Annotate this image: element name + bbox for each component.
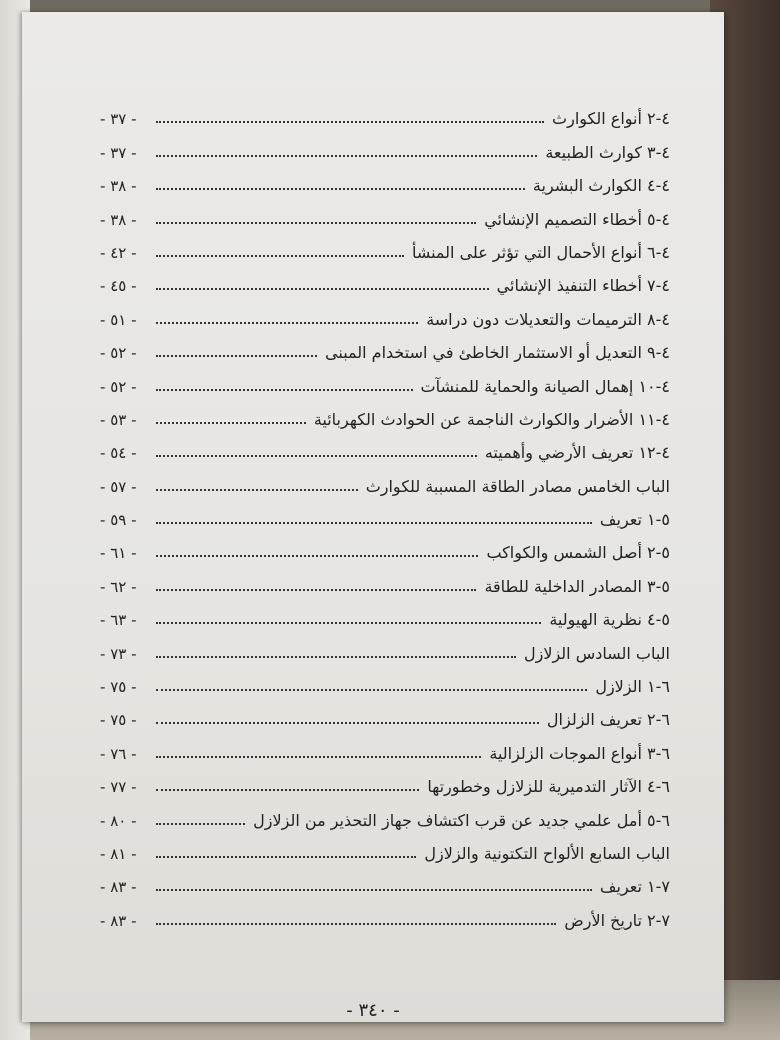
toc-entry bbox=[100, 429, 670, 462]
toc-entry-page: - ٣٨ - bbox=[100, 210, 137, 229]
toc-entry-title: ٤-٩ التعديل أو الاستثمار الخاطئ في استخدام المبنى bbox=[325, 343, 670, 363]
toc-leader-dots bbox=[156, 588, 476, 591]
toc-entry-title: ٦-٢ تعريف الزلزال bbox=[546, 710, 670, 730]
toc-entry-title: ٥-٤ نظرية الهيولية bbox=[549, 610, 670, 630]
toc-entry-title: ٧-١ تعريف bbox=[599, 877, 670, 897]
toc-entry-page: - ٨٣ - bbox=[100, 878, 137, 897]
toc-entry-page: - ٧٧ - bbox=[100, 778, 137, 797]
toc-entry-page: - ٣٨ - bbox=[100, 177, 137, 196]
toc-entry bbox=[100, 195, 670, 228]
toc-entry bbox=[100, 496, 670, 529]
toc-leader-dots bbox=[156, 688, 587, 691]
toc-entry bbox=[100, 830, 670, 863]
toc-entry-page: - ٤٢ - bbox=[100, 243, 137, 262]
toc-leader-dots bbox=[156, 321, 418, 324]
toc-entry bbox=[100, 596, 670, 629]
toc-entry-title: ٤-١٢ تعريف الأرضي وأهميته bbox=[484, 443, 670, 463]
toc-entry-page: - ٥٢ - bbox=[100, 377, 137, 396]
toc-entry-title: ٦-١ الزلازل bbox=[595, 677, 670, 697]
toc-entry-page: - ٧٥ - bbox=[100, 678, 137, 697]
toc-leader-dots bbox=[156, 154, 537, 157]
book-page bbox=[22, 12, 724, 1022]
toc-entry-page: - ٦١ - bbox=[100, 544, 137, 563]
toc-entry-title: الباب السابع الألواح التكتونية والزلازل bbox=[424, 843, 670, 863]
toc-entry-title: ٤-٦ أنواع الأحمال التي تؤثر على المنشأ bbox=[411, 242, 670, 262]
toc-leader-dots bbox=[156, 621, 541, 624]
toc-leader-dots bbox=[156, 521, 592, 524]
toc-entry-page: - ٤٥ - bbox=[100, 277, 137, 296]
toc-entry bbox=[100, 863, 670, 896]
toc-entry bbox=[100, 262, 670, 295]
toc-entry-page: - ٥١ - bbox=[100, 310, 137, 329]
toc-entry-page: - ٧٦ - bbox=[100, 744, 137, 763]
toc-entry bbox=[100, 629, 670, 662]
toc-entry bbox=[100, 95, 670, 128]
toc-entry bbox=[100, 362, 670, 395]
toc-entry-page: - ٣٧ - bbox=[100, 143, 137, 162]
toc-entry-page: - ٦٣ - bbox=[100, 611, 137, 630]
toc-leader-dots bbox=[156, 755, 481, 758]
toc-entry-page: - ٥٩ - bbox=[100, 511, 137, 530]
toc-entry-page: - ٥٣ - bbox=[100, 410, 137, 429]
toc-leader-dots bbox=[156, 822, 245, 825]
toc-leader-dots bbox=[156, 221, 476, 224]
toc-entry-page: - ٥٢ - bbox=[100, 344, 137, 363]
toc-entry bbox=[100, 295, 670, 328]
table-of-contents bbox=[100, 95, 670, 930]
toc-leader-dots bbox=[156, 187, 525, 190]
toc-entry-page: - ٨٠ - bbox=[100, 811, 137, 830]
toc-entry-title: ٤-٣ كوارث الطبيعة bbox=[545, 142, 670, 162]
toc-entry-page: - ٥٧ - bbox=[100, 477, 137, 496]
toc-entry bbox=[100, 896, 670, 929]
toc-entry bbox=[100, 529, 670, 562]
toc-leader-dots bbox=[156, 554, 478, 557]
toc-entry bbox=[100, 562, 670, 595]
toc-entry-title: ٥-٣ المصادر الداخلية للطاقة bbox=[484, 576, 670, 596]
toc-entry-title: ٥-٢ أصل الشمس والكواكب bbox=[486, 543, 670, 563]
toc-entry-title: الباب السادس الزلازل bbox=[523, 643, 670, 663]
toc-leader-dots bbox=[156, 454, 477, 457]
toc-entry bbox=[100, 128, 670, 161]
toc-entry-title: الباب الخامس مصادر الطاقة المسببة للكوارث bbox=[365, 476, 670, 496]
toc-entry bbox=[100, 796, 670, 829]
toc-entry-title: ٤-٧ أخطاء التنفيذ الإنشائي bbox=[496, 276, 670, 296]
toc-leader-dots bbox=[156, 254, 404, 257]
toc-entry-title: ٦-٣ أنواع الموجات الزلزالية bbox=[489, 743, 670, 763]
toc-entry-page: - ٧٥ - bbox=[100, 711, 137, 730]
toc-entry-page: - ٥٤ - bbox=[100, 444, 137, 463]
toc-entry-page: - ٨١ - bbox=[100, 844, 137, 863]
toc-leader-dots bbox=[156, 421, 306, 424]
toc-entry-title: ٦-٥ أمل علمي جديد عن قرب اكتشاف جهاز التحذير من الزلازل bbox=[253, 810, 670, 830]
toc-leader-dots bbox=[156, 388, 413, 391]
toc-entry-page: - ٨٣ - bbox=[100, 911, 137, 930]
toc-entry-title: ٧-٢ تاريخ الأرض bbox=[564, 910, 670, 930]
toc-entry bbox=[100, 763, 670, 796]
toc-entry-title: ٤-٢ أنواع الكوارث bbox=[552, 109, 670, 129]
toc-entry bbox=[100, 462, 670, 495]
page-number: - ٣٤٠ - bbox=[346, 1000, 400, 1021]
toc-leader-dots bbox=[156, 287, 489, 290]
toc-entry-title: ٤-١٠ إهمال الصيانة والحماية للمنشآت bbox=[420, 376, 670, 396]
toc-entry-title: ٤-٤ الكوارث البشرية bbox=[532, 176, 670, 196]
toc-entry-title: ٤-٨ الترميمات والتعديلات دون دراسة bbox=[426, 309, 670, 329]
toc-leader-dots bbox=[156, 788, 419, 791]
toc-leader-dots bbox=[156, 354, 317, 357]
toc-entry bbox=[100, 396, 670, 429]
toc-entry-page: - ٦٢ - bbox=[100, 577, 137, 596]
toc-leader-dots bbox=[156, 655, 516, 658]
toc-leader-dots bbox=[156, 855, 416, 858]
toc-entry bbox=[100, 329, 670, 362]
toc-leader-dots bbox=[156, 488, 358, 491]
toc-entry-page: - ٧٣ - bbox=[100, 644, 137, 663]
toc-entry bbox=[100, 162, 670, 195]
toc-entry bbox=[100, 229, 670, 262]
toc-entry-title: ٤-١١ الأضرار والكوارث الناجمة عن الحوادث الكهربائية bbox=[313, 409, 670, 429]
toc-entry bbox=[100, 729, 670, 762]
toc-leader-dots bbox=[156, 721, 539, 724]
toc-leader-dots bbox=[156, 922, 556, 925]
toc-entry bbox=[100, 696, 670, 729]
toc-entry-title: ٥-١ تعريف bbox=[599, 510, 670, 530]
toc-entry-title: ٦-٤ الآثار التدميرية للزلازل وخطورتها bbox=[427, 777, 670, 797]
toc-leader-dots bbox=[156, 120, 544, 123]
toc-entry bbox=[100, 663, 670, 696]
toc-entry-title: ٤-٥ أخطاء التصميم الإنشائي bbox=[484, 209, 670, 229]
toc-leader-dots bbox=[156, 888, 592, 891]
toc-entry-page: - ٣٧ - bbox=[100, 110, 137, 129]
